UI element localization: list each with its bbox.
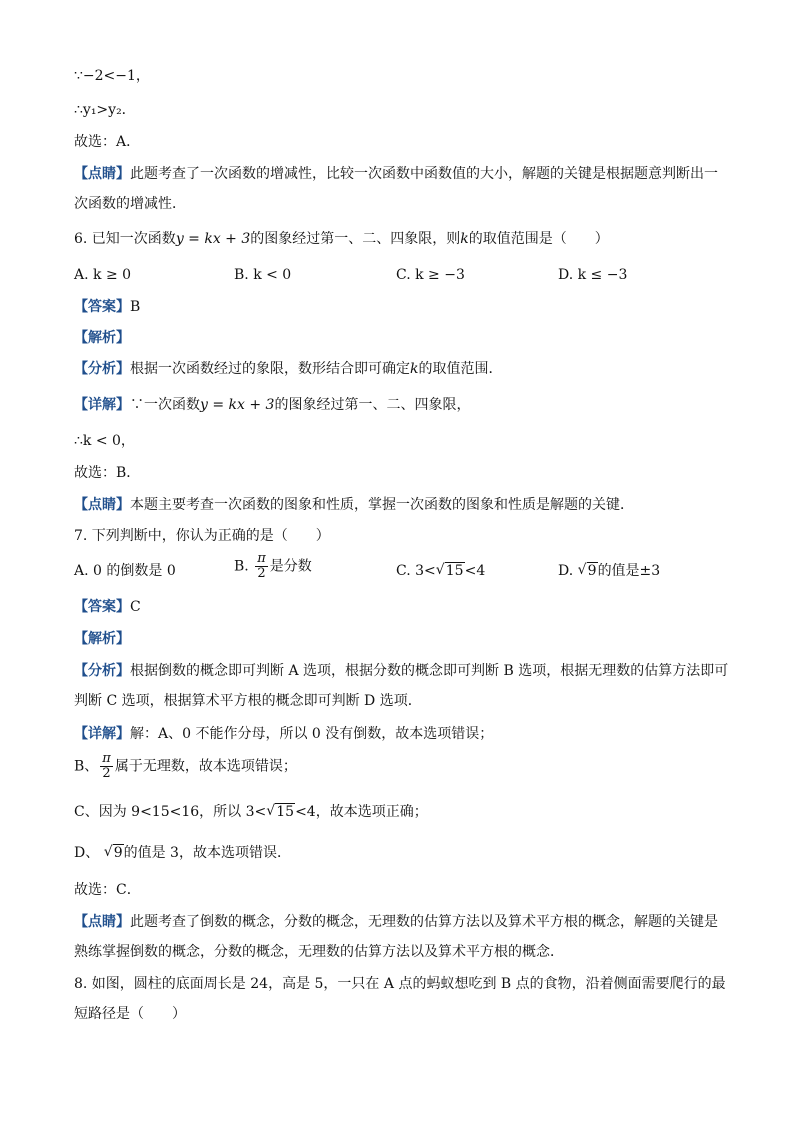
text-line: ∴k < 0， bbox=[74, 433, 135, 449]
option-a: A. k ≥ 0 bbox=[74, 267, 132, 283]
dianjing-line: 【点睛】此题考查了倒数的概念，分数的概念，无理数的估算方法以及算术平方根的概念，解题的关键是 bbox=[74, 914, 718, 930]
fenxi-line: 【分析】根据一次函数经过的象限，数形结合即可确定k的取值范围． bbox=[74, 361, 503, 377]
question-8-stem: 8. 如图，圆柱的底面周长是 24，高是 5，一只在 A 点的蚂蚁想吃到 B 点的食物，沿着侧面需要爬行的最 bbox=[74, 976, 726, 992]
dianjing-tag: 【点睛】 bbox=[74, 166, 130, 182]
xiangjie-tag: 【详解】 bbox=[74, 397, 130, 413]
text-line: 判断 C 选项，根据算术平方根的概念即可判断 D 选项． bbox=[74, 693, 422, 709]
dianjing-tag: 【点睛】 bbox=[74, 914, 130, 930]
math-expression: y = kx + 3 bbox=[175, 231, 251, 247]
text-line: B、 $\frac{\pi}{2}$ 属于无理数，故本选项错误； bbox=[74, 751, 297, 781]
text-line: 故选：B． bbox=[74, 465, 141, 481]
analysis-line bbox=[74, 328, 130, 348]
text-line: 熟练掌握倒数的概念，分数的概念，无理数的估算方法以及算术平方根的概念． bbox=[74, 944, 564, 960]
option-c: C. 3<√ 15<4 bbox=[396, 560, 485, 582]
answer-line: 【答案】B bbox=[74, 299, 141, 315]
xiangjie-line: 【详解】解：A、0 不能作分母，所以 0 没有倒数，故本选项错误； bbox=[74, 726, 494, 742]
text-line: ∵−2<−1， bbox=[74, 68, 150, 84]
option-b: B. k < 0 bbox=[234, 267, 292, 283]
answer-line: 【答案】C bbox=[74, 599, 141, 615]
analysis-line bbox=[74, 629, 130, 649]
text-line: 故选：C． bbox=[74, 882, 141, 898]
sqrt-symbol: √ 15 bbox=[436, 560, 465, 582]
text-line: C、因为 9<15<16，所以 3<√ 15<4，故本选项正确； bbox=[74, 802, 428, 822]
fraction: $\frac{\pi}{2}$ bbox=[257, 551, 266, 581]
option-d: D. √ 9的值是±3 bbox=[558, 560, 660, 582]
text-line: 次函数的增减性． bbox=[74, 196, 186, 212]
option-a: A. 0 的倒数是 0 bbox=[74, 563, 176, 579]
text-line: 故选：A． bbox=[74, 134, 141, 150]
fraction: $\frac{\pi}{2}$ bbox=[102, 751, 111, 781]
xiangjie-tag: 【详解】 bbox=[74, 726, 130, 742]
question-7-stem: 7. 下列判断中，你认为正确的是（ ） bbox=[74, 528, 330, 544]
analysis-tag: 【解析】 bbox=[74, 631, 130, 647]
analysis-tag: 【解析】 bbox=[74, 330, 130, 346]
xiangjie-line: 【详解】∵一次函数y = kx + 3的图象经过第一、二、四象限， bbox=[74, 397, 471, 413]
option-b: B. $\frac{\pi}{2}$ 是分数 bbox=[234, 551, 312, 581]
dianjing-tag: 【点睛】 bbox=[74, 497, 130, 513]
text-line: 短路径是（ ） bbox=[74, 1006, 186, 1022]
sqrt-symbol: √ 15 bbox=[266, 802, 295, 822]
option-c: C. k ≥ −3 bbox=[396, 267, 465, 283]
fenxi-tag: 【分析】 bbox=[74, 361, 130, 377]
text-line: 【点睛】此题考查了一次函数的增减性，比较一次函数中函数值的大小，解题的关键是根据题意判断出一 bbox=[74, 166, 718, 182]
fenxi-tag: 【分析】 bbox=[74, 663, 130, 679]
answer-tag: 【答案】 bbox=[74, 599, 130, 615]
option-d: D. k ≤ −3 bbox=[558, 267, 628, 283]
dianjing-line: 【点睛】本题主要考查一次函数的图象和性质，掌握一次函数的图象和性质是解题的关键． bbox=[74, 497, 634, 513]
answer-tag: 【答案】 bbox=[74, 299, 130, 315]
text-line: D、 √ 9的值是 3，故本选项错误． bbox=[74, 843, 291, 863]
text-line: ∴y₁>y₂． bbox=[74, 102, 136, 118]
sqrt-symbol: √ 9 bbox=[104, 843, 124, 863]
fenxi-line: 【分析】根据倒数的概念即可判断 A 选项，根据分数的概念即可判断 B 选项，根据无理数的估算方法即可 bbox=[74, 663, 729, 679]
sqrt-symbol: √ 9 bbox=[578, 560, 598, 582]
question-6-stem: 6. 已知一次函数y = kx + 3的图象经过第一、二、四象限，则k的取值范围是（ ） bbox=[74, 231, 609, 247]
